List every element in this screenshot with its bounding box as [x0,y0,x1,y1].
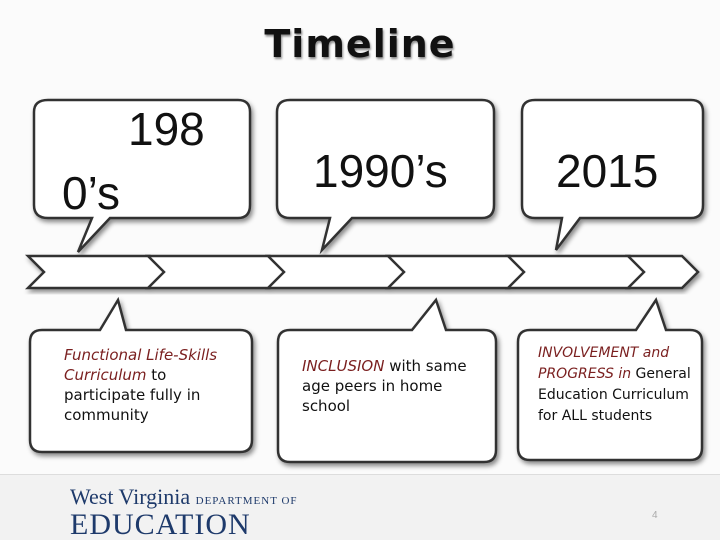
era-label-1980s-part1: 198 [128,103,205,155]
logo-line2: EDUCATION [70,508,251,540]
description-1980s [64,345,244,425]
era-label-2015: 2015 [556,145,659,197]
timeline-arrows [28,256,698,288]
logo-line1-small: DEPARTMENT OF [195,495,298,507]
era-label-1990s: 1990’s [313,145,448,197]
description-text: with same age peers in home school [302,357,467,415]
description-text: General Education Curriculum for ALL students [538,366,691,424]
era-label-1980s-part2: 0’s [62,167,120,219]
slide-title: Timeline [264,22,456,66]
description-highlight: INCLUSION [302,357,385,375]
description-2015 [538,343,693,427]
description-1990s [302,356,492,416]
description-highlight: INVOLVEMENT and PROGRESS in [538,345,670,382]
page-number: 4 [652,510,658,521]
description-text: to participate fully in community [64,366,201,424]
wv-education-logo [70,484,298,540]
description-highlight: Functional Life-Skills Curriculum [64,346,218,384]
logo-line1: West Virginia [70,484,191,509]
